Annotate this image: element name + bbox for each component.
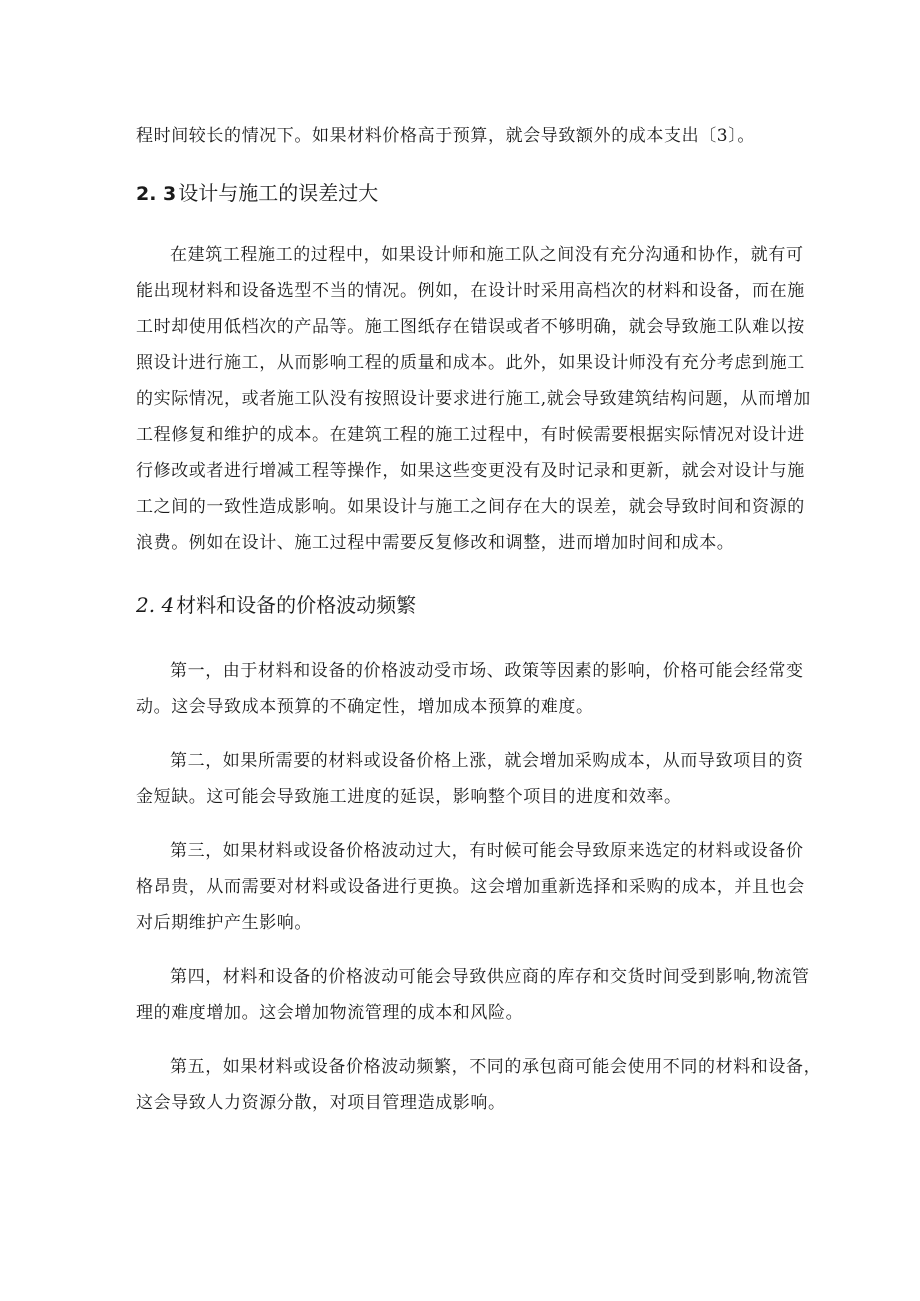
paragraph-line: 工时却使用低档次的产品等。施工图纸存在错误或者不够明确，就会导致施工队难以按 (136, 317, 805, 337)
section-2-3-heading (136, 178, 378, 209)
intro-line: 程时间较长的情况下。如果材料价格高于预算，就会导致额外的成本支出〔3〕。 (136, 126, 755, 146)
paragraph-line: 动。这会导致成本预算的不确定性，增加成本预算的难度。 (136, 697, 594, 717)
paragraph-line: 的实际情况，或者施工队没有按照设计要求进行施工,就会导致建筑结构问题，从而增加 (136, 389, 811, 409)
paragraph-line: 对后期维护产生影响。 (136, 913, 312, 933)
section-2-3-title: 设计与施工的误差过大 (178, 181, 379, 205)
paragraph-line: 工之间的一致性造成影响。如果设计与施工之间存在大的误差，就会导致时间和资源的 (136, 497, 805, 517)
paragraph-line: 理的难度增加。这会增加物流管理的成本和风险。 (136, 1003, 524, 1023)
paragraph-line: 第二，如果所需要的材料或设备价格上涨，就会增加采购成本，从而导致项目的资 (170, 751, 804, 771)
paragraph-line: 浪费。例如在设计、施工过程中需要反复修改和调整，进而增加时间和成本。 (136, 533, 735, 553)
paragraph-line: 在建筑工程施工的过程中，如果设计师和施工队之间没有充分沟通和协作，就有可 (170, 245, 804, 265)
paragraph-line: 第五，如果材料或设备价格波动频繁，不同的承包商可能会使用不同的材料和设备， (170, 1057, 822, 1077)
paragraph-line: 工程修复和维护的成本。在建筑工程的施工过程中，有时候需要根据实际情况对设计进 (136, 425, 805, 445)
paragraph-line: 这会导致人力资源分散，对项目管理造成影响。 (136, 1093, 506, 1113)
section-2-4-title: 材料和设备的价格波动频繁 (176, 593, 417, 617)
paragraph-line: 金短缺。这可能会导致施工进度的延误，影响整个项目的进度和效率。 (136, 787, 682, 807)
paragraph-line: 能出现材料和设备选型不当的情况。例如，在设计时采用高档次的材料和设备，而在施 (136, 281, 805, 301)
paragraph-line: 第四，材料和设备的价格波动可能会导致供应商的库存和交货时间受到影响,物流管 (170, 967, 810, 987)
paragraph-line: 行修改或者进行增减工程等操作，如果这些变更没有及时记录和更新，就会对设计与施 (136, 461, 805, 481)
paragraph-line: 格昂贵，从而需要对材料或设备进行更换。这会增加重新选择和采购的成本，并且也会 (136, 877, 805, 897)
paragraph-line: 第一，由于材料和设备的价格波动受市场、政策等因素的影响，价格可能会经常变 (170, 661, 804, 681)
paragraph-line: 第三，如果材料或设备价格波动过大，有时候可能会导致原来选定的材料或设备价 (170, 841, 804, 861)
section-2-3-number: 2. 3 (136, 183, 177, 205)
paragraph-line: 照设计进行施工，从而影响工程的质量和成本。此外，如果设计师没有充分考虑到施工 (136, 353, 805, 373)
section-2-4-heading (136, 590, 416, 620)
section-2-4-number: 2. 4 (136, 593, 175, 617)
